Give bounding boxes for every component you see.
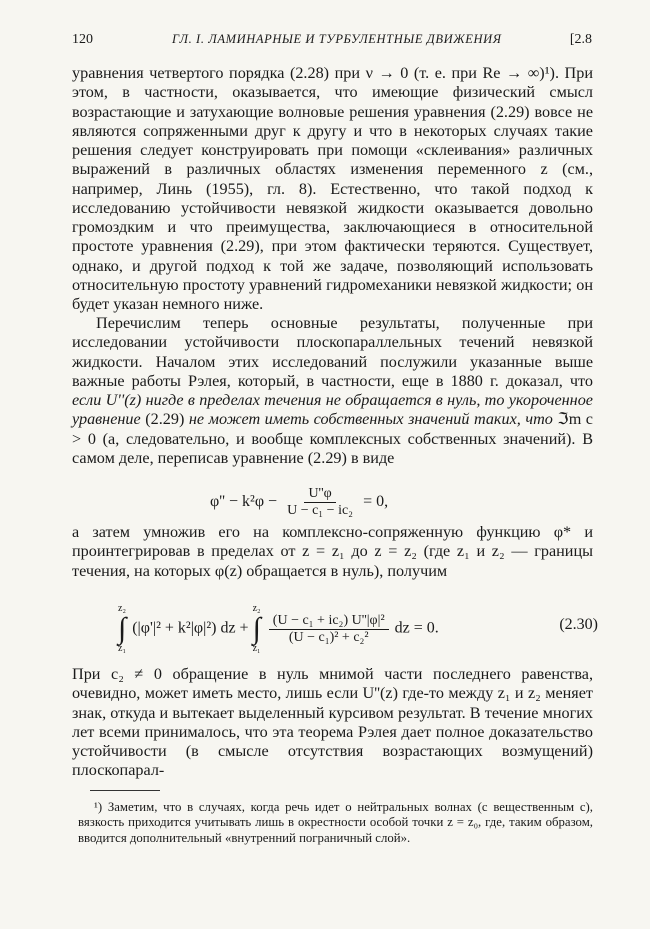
equation-1 <box>210 480 450 520</box>
running-title: ГЛ. I. ЛАМИНАРНЫЕ И ТУРБУЛЕНТНЫЕ ДВИЖЕНИЯ <box>172 32 502 46</box>
paragraph-2-italic-2: не может иметь собственных значений таких, что <box>188 410 553 429</box>
paragraph-2-text <box>72 314 593 468</box>
integral-2-lower-limit: z₁ <box>252 643 261 654</box>
equation-2-numerator: (U − c₁ + ic₂) U''|φ|² <box>269 613 389 630</box>
paragraph-2 <box>72 314 593 468</box>
equation-2 <box>118 600 598 656</box>
paragraph-4-text: При c₂ ≠ 0 обращение в нуль мнимой части последнего равенства, очевидно, может иметь место, лишь если U''(z) где-то между z₁ и z₂ меняет знак, откуда и вытекает выделенный курсивом результат. В течение многих лет всеми принималось, что эта теорема Рэлея дает полное доказательство устойчивости (в смысле отсутствия возрастающих возмущений) плоскопарал- <box>72 665 593 780</box>
equation-2-content <box>118 604 439 654</box>
paragraph-3 <box>72 523 593 581</box>
paragraph-2-italic-1: если U''(z) нигде в пределах течения не обращается в нуль, то укороченное уравнение <box>72 391 593 429</box>
equation-1-numerator: U''φ <box>304 486 335 503</box>
footnote-rule <box>90 790 160 791</box>
integral-1-upper-limit: z₂ <box>118 603 126 614</box>
integral-1-sign: ∫ <box>118 612 127 645</box>
footnote <box>78 800 593 846</box>
integral-2-sign: ∫ <box>252 612 261 645</box>
integral-1-limits <box>118 604 126 654</box>
page-number: 120 <box>72 32 93 47</box>
section-number: [2.8 <box>569 32 592 47</box>
paragraph-1-text: уравнения четвертого порядка (2.28) при ν → 0 (т. е. при Re → ∞)¹). При этом, в частности, оказывается, что имеющие физический смысл возрастающие и затухающие волновые решения уравнения (2.29) вовсе не являются сопряженными друг к другу и что в некоторых случаях такие решения следует конструировать при помощи «склеивания» различных выражений в различных областях изменения переменного z (см., например, Линь (1955), гл. 8). Естественно, что такой подход к исследованию устойчивости невязкой жидкости оказывается довольно громоздким и что преимущества, заключающиеся в относительной простоте уравнения (2.29), при этом фактически теряются. Существует, однако, и другой подход к той же задаче, позволяющий использовать относительную простоту уравнений гидромеханики невязкой жидкости; он будет указан немного ниже. <box>72 64 593 313</box>
equation-2-integrand-1: (|φ'|² + k²|φ|²) dz + <box>132 619 249 637</box>
paragraph-2-part-3: ℑm c > 0 (а, следовательно, и вообще комплексных собственных значений). В самом деле, переписав уравнение (2.29) в виде <box>72 410 593 467</box>
integral-2-upper-limit: z₂ <box>252 603 261 614</box>
equation-2-fraction <box>269 613 389 646</box>
paragraph-2-part-2: (2.29) <box>140 410 189 429</box>
running-header <box>72 32 592 52</box>
equation-1-rhs: = 0, <box>363 493 389 511</box>
paragraph-1 <box>72 64 593 314</box>
equation-1-content <box>210 486 388 519</box>
integral-1-lower-limit: z₁ <box>118 643 126 654</box>
equation-1-lhs: φ'' − k²φ − <box>210 493 278 511</box>
footnote-text: ¹) Заметим, что в случаях, когда речь идет о нейтральных волнах (с вещественным c), вязкость приходится учитывать лишь в окрестности особой точки z = z₀, где, таким образом, вводится дополнительный «внутренний пограничный слой». <box>78 800 593 845</box>
paragraph-3-text: а затем умножив его на комплексно-сопряженную функцию φ* и проинтегрировав в пределах от z = z₁ до z = z₂ (где z₁ и z₂ — границы течения, на которых φ(z) обращается в нуль), получим <box>72 523 593 580</box>
equation-2-tail: dz = 0. <box>394 619 439 637</box>
equation-2-denominator: (U − c₁)² + c₂² <box>288 629 369 645</box>
equation-2-label: (2.30) <box>559 616 598 633</box>
paragraph-4 <box>72 665 593 781</box>
equation-1-fraction <box>283 486 357 519</box>
integral-2-limits <box>253 604 261 654</box>
equation-1-denominator: U − c₁ − ic₂ <box>287 503 354 518</box>
paragraph-2-part-1: Перечислим теперь основные результаты, полученные при исследовании устойчивости плоскопараллельных течений невязкой жидкости. Началом этих исследований послужили указанные выше важные работы Рэлея, который, в частности, еще в 1880 г. доказал, что <box>72 314 593 390</box>
